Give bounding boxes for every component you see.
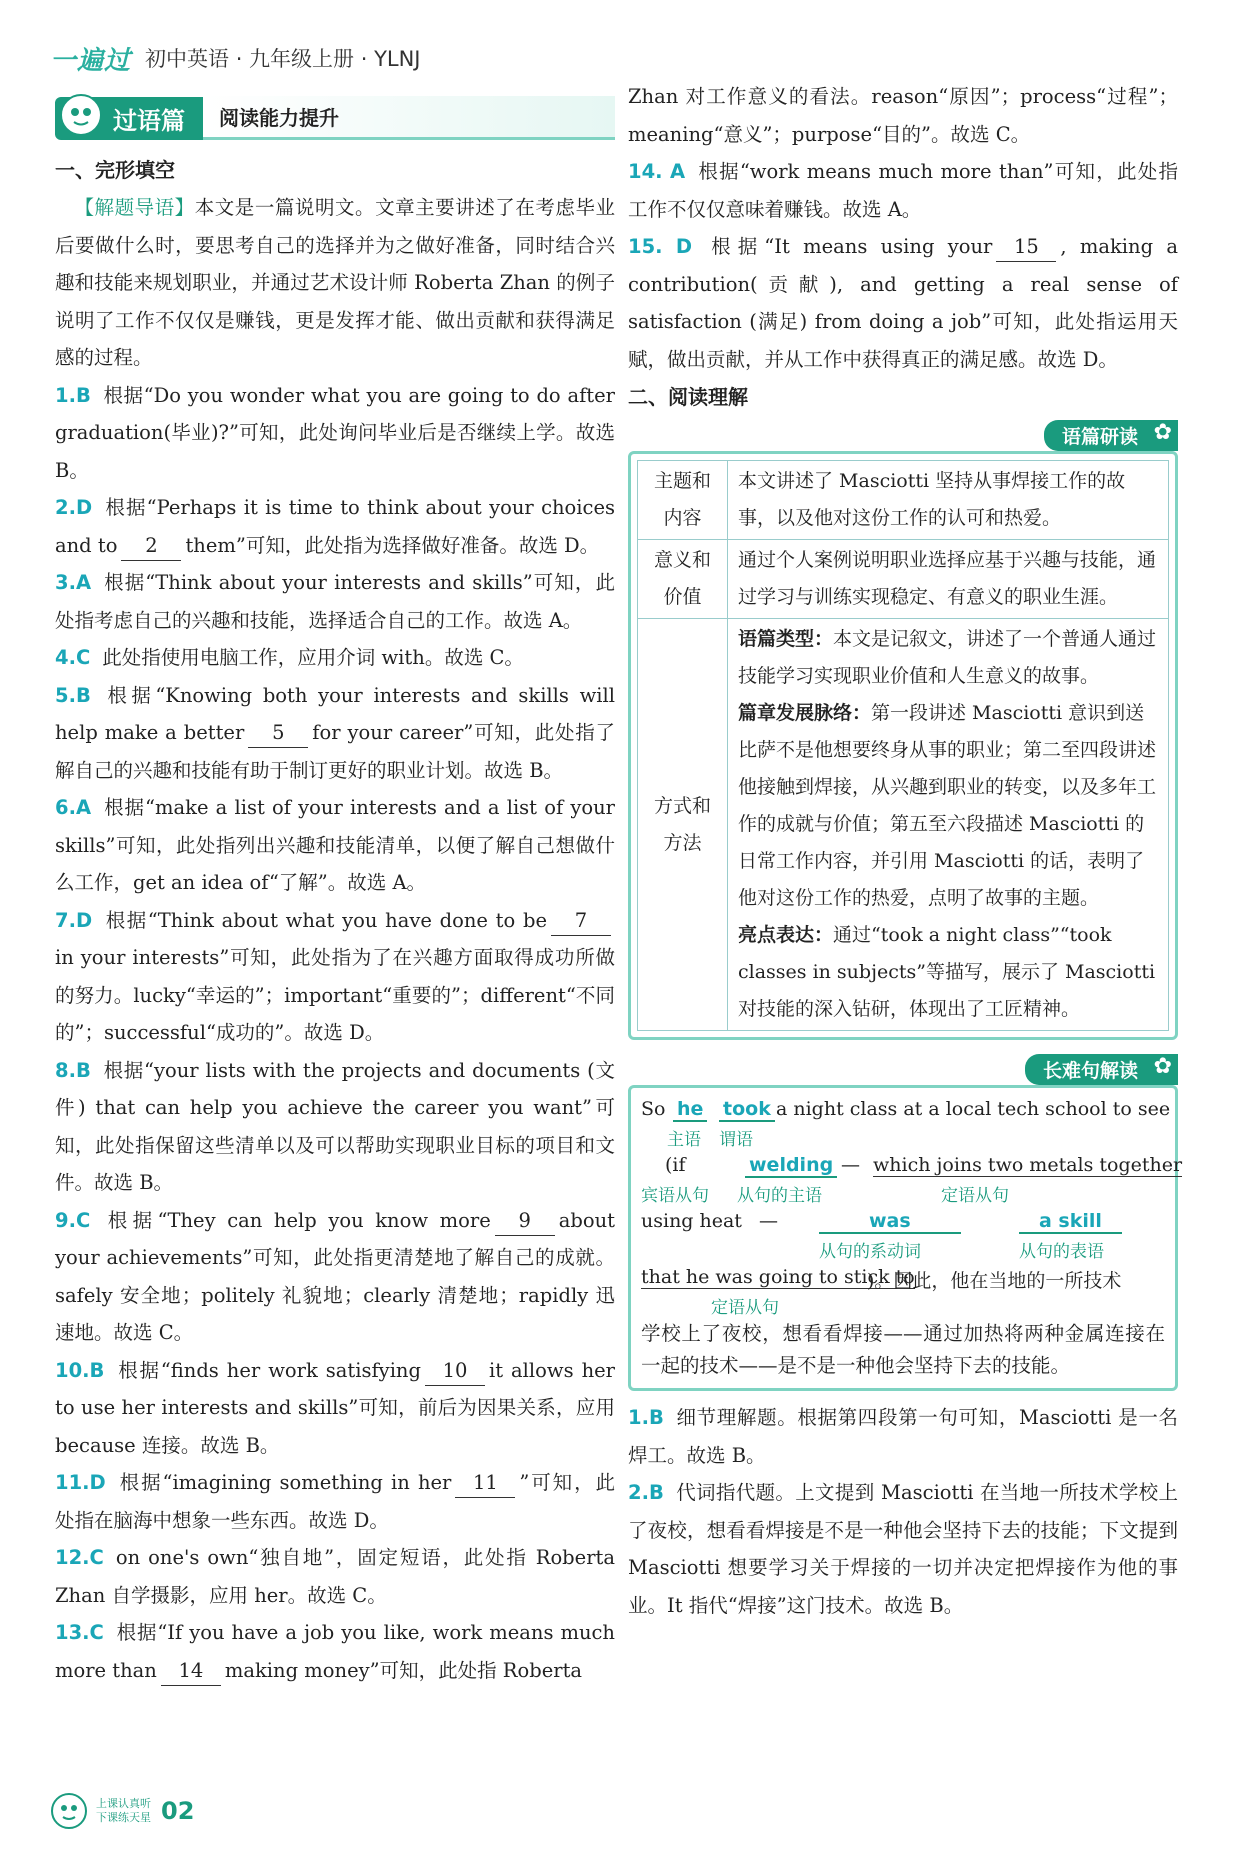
item-text: 根据“make a list of your interests and a list of your skills”可知，此处指列出兴趣和技能清单，以便了解自己想做什么工作，get an idea of“了解”。故选 A。: [55, 796, 615, 894]
analysis-line-1: [641, 1094, 1171, 1150]
answer-item: [55, 789, 615, 902]
page-footer: [48, 1790, 194, 1832]
item-text: , making a contribution(贡献), and getting a real sense of satisfaction (满足) from doing a job”可知，此处指运用天赋，做出贡献，并从工作中获得真正的满足感。故选 D。: [628, 235, 1179, 371]
item-number: 13.: [55, 1621, 90, 1644]
word-rest: a night class at a local tech school to see: [776, 1098, 1171, 1120]
reading-table-box: [628, 451, 1178, 1040]
analysis-tag: [628, 1054, 1178, 1085]
table-cell: 通过个人案例说明职业选择应基于兴趣与技能，通过学习与训练实现稳定、有意义的职业生涯。: [728, 540, 1169, 619]
item-answer: A: [670, 160, 686, 183]
item-answer: B: [648, 1481, 664, 1504]
translation-start: )。因此，他在当地的一所技术: [867, 1270, 1122, 1292]
item-text: 根据“They can help you know more: [102, 1208, 491, 1232]
item-text: 此处指使用电脑工作，应用介词 with。故选 C。: [102, 646, 524, 669]
item-answer: D: [89, 1471, 106, 1494]
word-took: took: [719, 1098, 775, 1122]
item-answer: C: [89, 1546, 104, 1569]
word-that-clause: that he was going to stick to: [641, 1266, 915, 1288]
word-welding: welding: [745, 1154, 837, 1178]
right-column: [628, 78, 1183, 1624]
answer-item: [55, 639, 615, 677]
value-text-type: 本文是记叙文，讲述了一个普通人通过技能学习实现职业价值和人生意义的故事。: [738, 628, 1157, 687]
note-object-clause: 宾语从句: [641, 1186, 709, 1206]
answer-item: [55, 489, 615, 564]
banner-tag-label: 过语篇: [113, 106, 185, 135]
tag-label: 语篇研读: [1061, 426, 1138, 448]
footer-slogan: [96, 1797, 151, 1825]
key-structure: 篇章发展脉络：: [738, 702, 872, 724]
sentence-analysis-box: [628, 1085, 1183, 1391]
tag-label: 长难句解读: [1042, 1060, 1138, 1082]
item-text: 根据“Do you wonder what you are going to do after graduation(毕业)?”可知，此处询问毕业后是否继续上学。故选 B。: [55, 383, 615, 482]
table-row: [638, 619, 1169, 1031]
reading-table: [637, 460, 1169, 1031]
item-number: 11.: [55, 1471, 90, 1494]
word-using-heat: using heat: [641, 1210, 742, 1232]
item-blank: 11: [455, 1469, 515, 1498]
banner-subtitle: 阅读能力提升: [203, 96, 615, 140]
item-answer: A: [75, 796, 92, 819]
guide-text: 本文是一篇说明文。文章主要讲述了在考虑毕业后要做什么时，要思考自己的选择并为之做好准备，同时结合兴趣和技能来规划职业，并通过艺术设计师 Roberta Zhan 的例子说明了工作不仅仅是赚钱，更是发挥才能、做出贡献和获得满足感的过程。: [55, 196, 615, 369]
item-text: 根据“Knowing both your interests and skills will help make a better: [55, 683, 615, 744]
item-number: 6.: [55, 796, 76, 819]
note-clause-subject: 从句的主语: [737, 1186, 822, 1206]
item-number: 7.: [55, 908, 76, 932]
guide-paragraph: [55, 189, 615, 377]
item-number: 3.: [55, 571, 76, 594]
table-row: [638, 461, 1169, 540]
item-text: in your interests”可知，此处指为了在兴趣方面取得成功所做的努力。lucky“幸运的”；important“重要的”；different“不同的”；successful“成功的”。故选 D。: [55, 946, 615, 1044]
item-number: 9.: [55, 1208, 76, 1232]
word-a-skill: a skill: [1019, 1210, 1122, 1234]
item-answer: B: [75, 683, 91, 707]
item-number: 1.: [55, 383, 76, 407]
slogan-line-1: 上课认真听: [96, 1797, 151, 1810]
dash: —: [759, 1210, 778, 1232]
item-13-continued: Zhan 对工作意义的看法。reason“原因”；process“过程”；meaning“意义”；purpose“目的”。故选 C。: [628, 85, 1178, 146]
item-number: 12.: [55, 1546, 90, 1569]
item-number: 2.: [55, 496, 76, 519]
note-subject: 主语: [667, 1130, 701, 1150]
slogan-line-2: 下课练天星: [96, 1811, 151, 1824]
answer-item: [55, 1539, 615, 1614]
item-answer: C: [89, 1621, 104, 1644]
item-text: about your achievements”可知，此处指更清楚地了解自己的成就。safely 安全地；politely 礼貌地；clearly 清楚地；rapidly 迅速地。故选 C。: [55, 1208, 615, 1344]
word-if: (if: [665, 1154, 686, 1176]
answer-item: [55, 1464, 615, 1539]
item-text: making money”可知，此处指 Roberta: [224, 1658, 583, 1682]
note-predicative: 从句的表语: [1019, 1242, 1104, 1262]
table-cell: [728, 619, 1169, 1031]
note-linking-verb: 从句的系动词: [819, 1242, 921, 1262]
answer-item: [628, 228, 1178, 378]
item-blank: 15: [996, 233, 1056, 262]
page-header: [50, 40, 421, 76]
table-label: 意义和价值: [638, 540, 728, 619]
item-text: 根据“work means much more than”可知，此处指工作不仅仅意味着赚钱。故选 A。: [628, 160, 1178, 221]
item-blank: 2: [121, 532, 181, 561]
reading-tag: [628, 420, 1178, 451]
key-text-type: 语篇类型：: [738, 628, 834, 650]
item-text: it allows her to use her interests and skills”可知，前后为因果关系，应用 because 连接。故选 B。: [55, 1358, 615, 1457]
item-number: 4.: [55, 646, 76, 669]
word-he: he: [673, 1098, 707, 1122]
item-blank: 7: [551, 907, 611, 936]
answer-item: [55, 1202, 615, 1352]
table-cell: 本文讲述了 Masciotti 坚持从事焊接工作的故事，以及他对这份工作的认可和热爱。: [728, 461, 1169, 540]
item-answer: B: [648, 1406, 664, 1429]
table-label: 主题和内容: [638, 461, 728, 540]
analysis-line-2: [641, 1150, 1183, 1206]
value-structure: 第一段讲述 Masciotti 意识到送比萨不是他想要终身从事的职业；第二至四段讲述他接触到焊接，从兴趣到职业的转变，以及多年工作的成就与价值；第五至六段描述 Masciotti 的日常工作内容，并引用 Masciotti 的话，表明了他对这份工作的热爱，点明了故事的主题。: [738, 702, 1157, 909]
item-number: 15.: [628, 235, 663, 258]
word-was: was: [819, 1210, 961, 1234]
item-answer: D: [75, 908, 93, 932]
item-text: for your career”可知，此处指了解自己的兴趣和技能有助于制订更好的职业计划。故选 B。: [55, 721, 615, 782]
item-text: 根据“Think about what you have done to be: [104, 908, 547, 932]
star-icon: ✿: [1153, 1054, 1172, 1079]
dash: —: [841, 1154, 860, 1176]
section-title-reading: 二、阅读理解: [628, 385, 748, 409]
item-answer: D: [75, 496, 93, 519]
answer-item: [55, 377, 615, 490]
key-highlight: 亮点表达：: [738, 924, 834, 946]
item-text: 根据“Think about your interests and skills”可知，此处指考虑自己的兴趣和技能，选择适合自己的工作。故选 A。: [55, 571, 615, 632]
item-answer: B: [75, 1058, 91, 1082]
left-column: [55, 95, 615, 1689]
answer-item: [628, 153, 1178, 228]
answer-item: [55, 677, 615, 790]
item-text: 根据“It means using your: [704, 235, 993, 258]
table-label: 方式和方法: [638, 619, 728, 1031]
word-which: which joins two metals together: [873, 1154, 1183, 1176]
item-number: 5.: [55, 683, 76, 707]
item-number: 10.: [55, 1358, 90, 1382]
item-text: 根据“finds her work satisfying: [116, 1358, 421, 1382]
analysis-line-4: [641, 1262, 1165, 1318]
item-blank: 14: [161, 1657, 221, 1686]
item-answer: D: [675, 235, 693, 258]
answer-item: [55, 564, 615, 639]
answer-item: [55, 1614, 615, 1689]
tag-pill: [1044, 420, 1178, 451]
banner-tag: [55, 97, 203, 140]
tag-pill: [1025, 1054, 1178, 1085]
section-title-cloze: 一、完形填空: [55, 158, 175, 182]
item-blank: 5: [248, 719, 308, 748]
item-text: 根据“your lists with the projects and documents (文件) that can help you achieve the career you want”可知，此处指保留这些清单以及可以帮助实现职业目标的项目和文件。故选 B。: [55, 1058, 615, 1194]
header-title: 初中英语 · 九年级上册 · YLNJ: [145, 47, 421, 71]
brand-logo: 一遍过: [50, 45, 132, 76]
answer-item: [55, 1352, 615, 1465]
value-highlight: 通过“took a night class”“took classes in subjects”等描写，展示了 Masciotti 对技能的深入钻研，体现出了工匠精神。: [738, 924, 1156, 1020]
page-number: 02: [161, 1797, 195, 1825]
answer-item: [628, 1399, 1178, 1474]
item-answer: C: [75, 646, 91, 669]
item-text: 细节理解题。根据第四段第一句可知，Masciotti 是一名焊工。故选 B。: [628, 1406, 1178, 1467]
item-text: ”可知，此处指在脑海中想象一些东西。故选 D。: [55, 1471, 615, 1532]
item-text: 根据“Perhaps it is time to think about your choices and to: [55, 496, 615, 557]
translation-text: 学校上了夜校，想看看焊接——通过加热将两种金属连接在一起的技术——是不是一种他会坚持下去的技能。: [641, 1322, 1165, 1377]
item-number: 8.: [55, 1058, 76, 1082]
word-so: So: [641, 1098, 666, 1120]
note-attributive: 定语从句: [941, 1186, 1009, 1206]
analysis-line-3: [641, 1206, 1165, 1262]
table-row: [638, 540, 1169, 619]
star-icon: ✿: [1153, 420, 1172, 445]
answer-item: [55, 902, 615, 1052]
item-text: 根据“If you have a job you like, work means much more than: [55, 1621, 615, 1682]
item-number: 14.: [628, 160, 663, 183]
answer-item: [628, 1474, 1178, 1624]
section-banner: [55, 95, 615, 141]
note-attributive-2: 定语从句: [711, 1298, 779, 1318]
mascot-icon: [48, 1790, 90, 1832]
item-text: on one's own“独自地”，固定短语，此处指 Roberta Zhan 自学摄影，应用 her。故选 C。: [55, 1546, 615, 1607]
item-text: 代词指代题。上文提到 Masciotti 在当地一所技术学校上了夜校，想看看焊接是不是一种他会坚持下去的技能；下文提到 Masciotti 想要学习关于焊接的一切并决定把焊接作为他的事业。It 指代“焊接”这门技术。故选 B。: [628, 1481, 1178, 1617]
mascot-icon: [57, 91, 105, 139]
guide-label: 【解题导语】: [74, 196, 195, 219]
item-blank: 9: [495, 1207, 555, 1236]
item-blank: 10: [425, 1357, 485, 1386]
item-answer: B: [75, 383, 91, 407]
answer-item: [55, 1052, 615, 1202]
note-predicate: 谓语: [719, 1130, 753, 1150]
item-answer: B: [89, 1358, 105, 1382]
item-text: them”可知，此处指为选择做好准备。故选 D。: [185, 533, 600, 557]
item-answer: A: [75, 571, 92, 594]
item-answer: C: [75, 1208, 91, 1232]
item-text: 根据“imagining something in her: [117, 1471, 452, 1494]
item-number: 2.: [628, 1481, 649, 1504]
item-number: 1.: [628, 1406, 649, 1429]
